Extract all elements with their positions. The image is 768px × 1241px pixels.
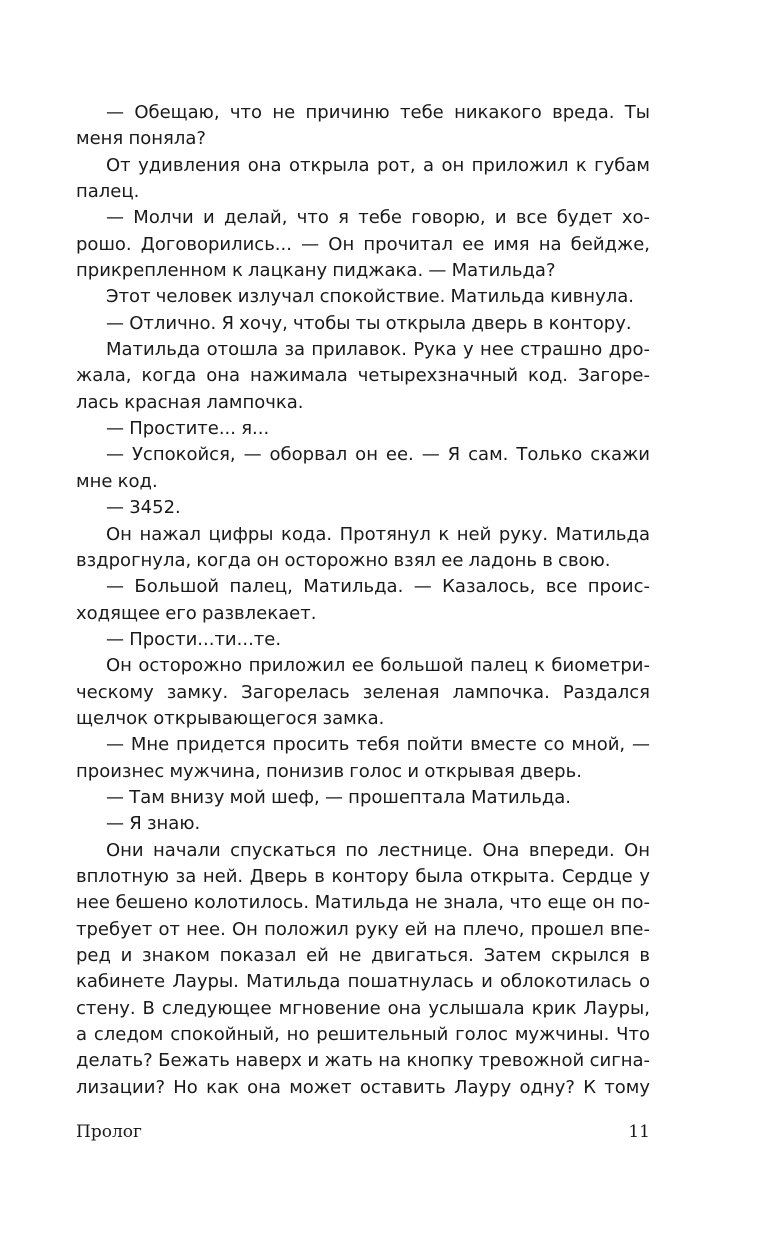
text-line: — Простите... я... [106,418,270,440]
text-line: ходящее его развлекает. [76,602,317,624]
text-line: требует от нее. Он положил руку ей на плечо, прошел впе- [76,918,650,940]
text-line: — Успокойся, — оборвал он ее. — Я сам. Только скажи [106,444,650,466]
text-line: стену. В следующее мгновение она услышала крик Лауры, [76,997,650,1019]
text-line: — Большой палец, Матильда. — Казалось, все проис- [106,576,650,598]
text-line: лась красная лампочка. [76,391,304,413]
text-line: меня поняла? [76,128,206,150]
text-line: — Я знаю. [106,813,201,835]
text-line: — Там внизу мой шеф, — прошептала Матильда. [106,786,572,808]
text-line: — Молчи и делай, что я тебе говорю, и все будет хо- [106,207,650,229]
text-line: палец. [76,181,140,203]
text-line: — Прости...ти...те. [106,628,282,650]
running-footer-section: Пролог [76,1122,142,1142]
text-line: мне код. [76,470,158,492]
text-line: ческому замку. Загорелась зеленая лампочка. Раздался [76,681,650,703]
text-line: прикрепленном к лацкану пиджака. — Матильда? [76,260,556,282]
text-line: жала, когда она нажимала четырехзначный код. Загоре- [76,365,650,387]
text-line: Матильда отошла за прилавок. Рука у нее страшно дро- [106,339,650,361]
text-line: ред и знаком показал ей не двигаться. Затем скрылся в [76,945,650,966]
text-line: Он осторожно приложил ее большой палец к биометри- [106,655,650,677]
text-line: От удивления она открыла рот, а он приложил к губам [106,154,650,176]
text-line: — Мне придется просить тебя пойти вместе со мной, — [106,734,650,756]
body-text [76,100,650,1101]
text-line: делать? Бежать наверх и жать на кнопку тревожной сигна- [76,1050,650,1072]
text-line: лизации? Но как она может оставить Лауру одну? К тому [76,1076,650,1098]
text-line: щелчок открывающегося замка. [76,707,385,729]
text-line: Он нажал цифры кода. Протянул к ней руку. Матильда [106,523,650,545]
text-line: кабинете Лауры. Матильда пошатнулась и облокотилась о [76,971,650,993]
text-line: — 3452. [106,497,181,519]
text-line: а следом спокойный, но решительный голос мужчины. Что [76,1024,650,1046]
text-line: рошо. Договорились... — Он прочитал ее имя на бейдже, [76,233,650,255]
text-line: нее бешено колотилось. Матильда не знала, что еще он по- [76,892,650,914]
page-number: 11 [628,1122,650,1142]
text-line: вздрогнула, когда он осторожно взял ее ладонь в свою. [76,549,611,571]
text-line: произнес мужчина, понизив голос и открывая дверь. [76,760,582,782]
text-line: вплотную за ней. Дверь в контору была открыта. Сердце у [76,865,650,887]
text-line: — Обещаю, что не причиню тебе никакого вреда. Ты [106,102,650,123]
text-line: Этот человек излучал спокойствие. Матильда кивнула. [106,286,634,308]
page-footer [76,1122,650,1142]
text-line: — Отлично. Я хочу, чтобы ты открыла дверь в контору. [106,312,632,334]
text-line: Они начали спускаться по лестнице. Она впереди. Он [106,839,650,861]
